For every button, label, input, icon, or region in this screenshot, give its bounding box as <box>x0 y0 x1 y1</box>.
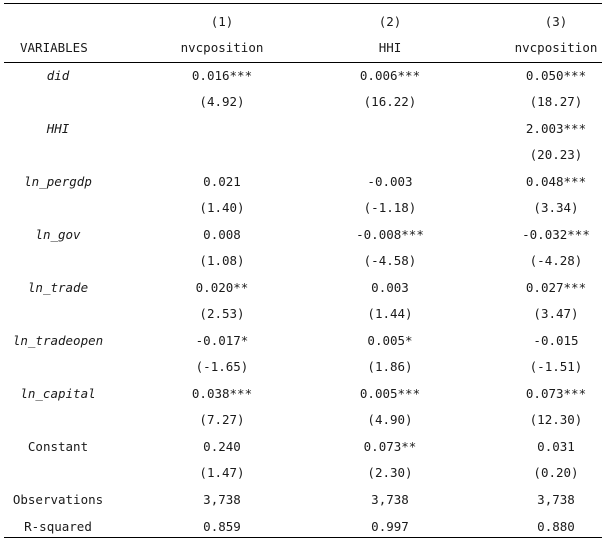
table-cell: 0.073*** <box>525 386 587 401</box>
col-number-3: (3) <box>544 14 568 29</box>
col-name-2: HHI <box>378 40 402 55</box>
row-label-did: did <box>46 68 70 83</box>
table-cell: (1.08) <box>199 253 245 268</box>
table-cell: (1.40) <box>199 200 245 215</box>
table-cell: (-1.65) <box>195 359 249 374</box>
variables-header: VARIABLES <box>20 40 88 55</box>
table-cell: 0.038*** <box>191 386 253 401</box>
table-cell: 0.005* <box>367 333 413 348</box>
table-cell: (16.22) <box>363 94 417 109</box>
table-cell: 0.073** <box>363 439 417 454</box>
table-cell: 0.859 <box>203 519 241 534</box>
bottom-rule <box>4 537 602 538</box>
table-cell: (12.30) <box>529 412 583 427</box>
table-cell: -0.015 <box>533 333 579 348</box>
table-cell: 0.020** <box>195 280 249 295</box>
table-cell: 0.008 <box>203 227 241 242</box>
table-cell: (0.20) <box>533 465 579 480</box>
table-cell: (7.27) <box>199 412 245 427</box>
table-cell: (4.90) <box>367 412 413 427</box>
row-label-r-squared: R-squared <box>24 519 92 534</box>
top-rule <box>4 3 602 4</box>
row-label-ln-trade: ln_trade <box>27 280 89 295</box>
table-cell: (-1.18) <box>363 200 417 215</box>
row-label-ln-capital: ln_capital <box>20 386 96 401</box>
table-cell: (1.86) <box>367 359 413 374</box>
table-cell: (4.92) <box>199 94 245 109</box>
table-cell: 0.048*** <box>525 174 587 189</box>
table-cell: -0.003 <box>367 174 413 189</box>
table-cell: 0.005*** <box>359 386 421 401</box>
header-rule <box>4 62 602 63</box>
table-cell: -0.032*** <box>522 227 590 242</box>
table-cell: 3,738 <box>203 492 241 507</box>
table-cell: 2.003*** <box>525 121 587 136</box>
table-cell: 3,738 <box>537 492 575 507</box>
table-cell: 0.021 <box>203 174 241 189</box>
table-cell: (2.30) <box>367 465 413 480</box>
col-name-3: nvcposition <box>514 40 598 55</box>
table-cell: (20.23) <box>529 147 583 162</box>
table-cell: 3,738 <box>371 492 409 507</box>
table-cell: (18.27) <box>529 94 583 109</box>
row-label-hhi: HHI <box>46 121 70 136</box>
col-number-2: (2) <box>378 14 402 29</box>
row-label-ln-gov: ln_gov <box>35 227 81 242</box>
table-cell: (3.47) <box>533 306 579 321</box>
col-name-1: nvcposition <box>180 40 264 55</box>
table-cell: (-4.58) <box>363 253 417 268</box>
table-cell: 0.016*** <box>191 68 253 83</box>
table-cell: 0.027*** <box>525 280 587 295</box>
col-number-1: (1) <box>210 14 234 29</box>
row-label-ln-pergdp: ln_pergdp <box>24 174 92 189</box>
table-cell: (-1.51) <box>529 359 583 374</box>
row-label-ln-tradeopen: ln_tradeopen <box>12 333 104 348</box>
table-cell: 0.880 <box>537 519 575 534</box>
table-cell: -0.008*** <box>356 227 424 242</box>
table-cell: (1.47) <box>199 465 245 480</box>
table-cell: 0.050*** <box>525 68 587 83</box>
table-cell: -0.017* <box>195 333 249 348</box>
table-cell: (1.44) <box>367 306 413 321</box>
table-cell: 0.006*** <box>359 68 421 83</box>
table-cell: (3.34) <box>533 200 579 215</box>
table-cell: (-4.28) <box>529 253 583 268</box>
table-cell: 0.031 <box>537 439 575 454</box>
table-cell: (2.53) <box>199 306 245 321</box>
table-cell: 0.997 <box>371 519 409 534</box>
row-label-constant: Constant <box>27 439 89 454</box>
table-cell: 0.240 <box>203 439 241 454</box>
row-label-observations: Observations <box>12 492 104 507</box>
table-cell: 0.003 <box>371 280 409 295</box>
